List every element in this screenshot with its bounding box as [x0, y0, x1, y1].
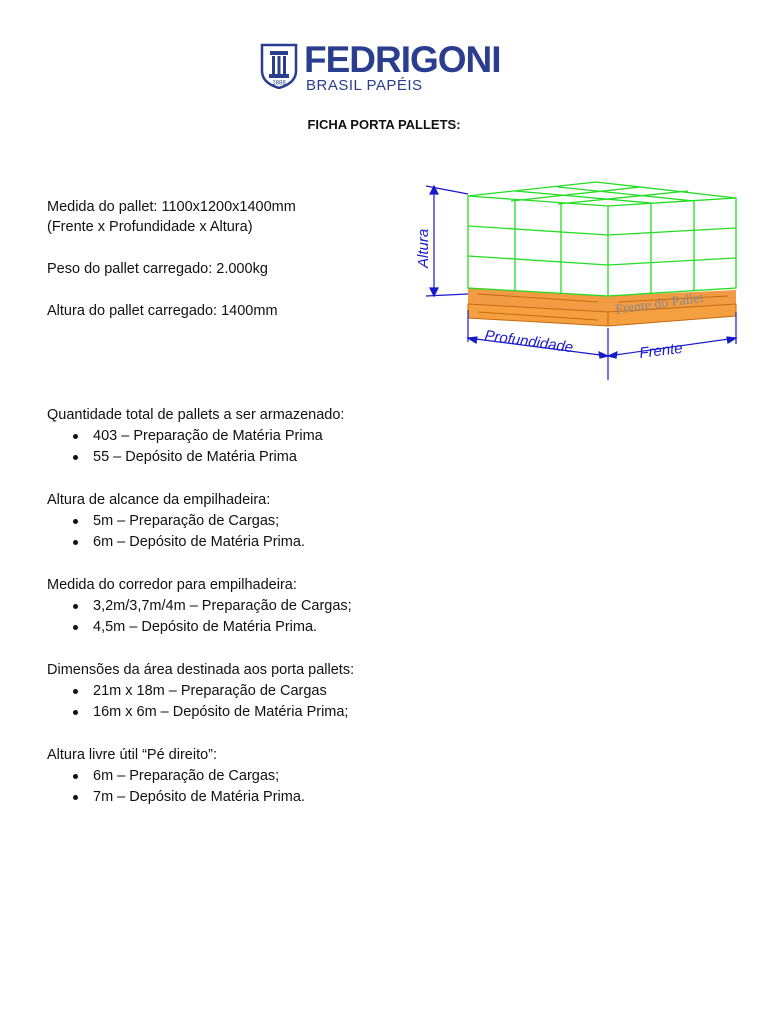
list-item: 7m – Depósito de Matéria Prima.: [47, 787, 427, 808]
document-title: FICHA PORTA PALLETS:: [307, 117, 461, 132]
bullet-icon: [73, 689, 78, 694]
section-heading: Altura livre útil “Pé direito”:: [47, 747, 218, 763]
list-item: 4,5m – Depósito de Matéria Prima.: [47, 617, 427, 638]
shield-logo-icon: [260, 43, 298, 89]
pallet-measure-note: (Frente x Profundidade x Altura): [47, 219, 253, 235]
pallet-diagram: [408, 160, 748, 380]
pallet-height: Altura do pallet carregado: 1400mm: [47, 303, 278, 319]
list-item: 403 – Preparação de Matéria Prima: [47, 426, 427, 447]
brand-name: FEDRIGONI: [304, 39, 501, 80]
section-quantidade: [47, 405, 427, 468]
section-heading: Quantidade total de pallets a ser armazenado:: [47, 407, 345, 423]
bullet-icon: [73, 434, 78, 439]
bullet-icon: [73, 710, 78, 715]
pallet-boxes: [468, 182, 736, 296]
shield-year: 1888: [272, 80, 286, 87]
section-corredor: [47, 575, 427, 638]
bullet-icon: [73, 774, 78, 779]
label-frente: Frente: [638, 339, 684, 362]
list-item: 55 – Depósito de Matéria Prima: [47, 447, 427, 468]
section-heading: Medida do corredor para empilhadeira:: [47, 577, 297, 593]
list-item: 6m – Depósito de Matéria Prima.: [47, 532, 427, 553]
list-item: 21m x 18m – Preparação de Cargas: [47, 681, 427, 702]
list-item: 5m – Preparação de Cargas;: [47, 511, 427, 532]
bullet-icon: [73, 795, 78, 800]
bullet-icon: [73, 519, 78, 524]
bullet-icon: [73, 625, 78, 630]
brand-subtitle: BRASIL PAPÉIS: [306, 77, 423, 94]
list-item: 16m x 6m – Depósito de Matéria Prima;: [47, 702, 427, 723]
section-dimensoes: [47, 660, 427, 723]
list-item: 6m – Preparação de Cargas;: [47, 766, 427, 787]
label-profundidade: Profundidade: [483, 327, 575, 357]
dimension-lines: [426, 186, 736, 380]
label-altura: Altura: [415, 228, 432, 268]
pallet-measure: Medida do pallet: 1100x1200x1400mm: [47, 199, 296, 215]
label-frente-do-pallet: Frente do Pallet: [614, 290, 705, 318]
bullet-icon: [73, 540, 78, 545]
pallet-weight: Peso do pallet carregado: 2.000kg: [47, 261, 268, 277]
section-heading: Dimensões da área destinada aos porta pallets:: [47, 662, 355, 678]
bullet-icon: [73, 455, 78, 460]
company-logo: [260, 39, 520, 98]
section-heading: Altura de alcance da empilhadeira:: [47, 492, 271, 508]
section-alcance: [47, 490, 427, 553]
section-pe-direito: [47, 745, 427, 808]
list-item: 3,2m/3,7m/4m – Preparação de Cargas;: [47, 596, 427, 617]
bullet-icon: [73, 604, 78, 609]
